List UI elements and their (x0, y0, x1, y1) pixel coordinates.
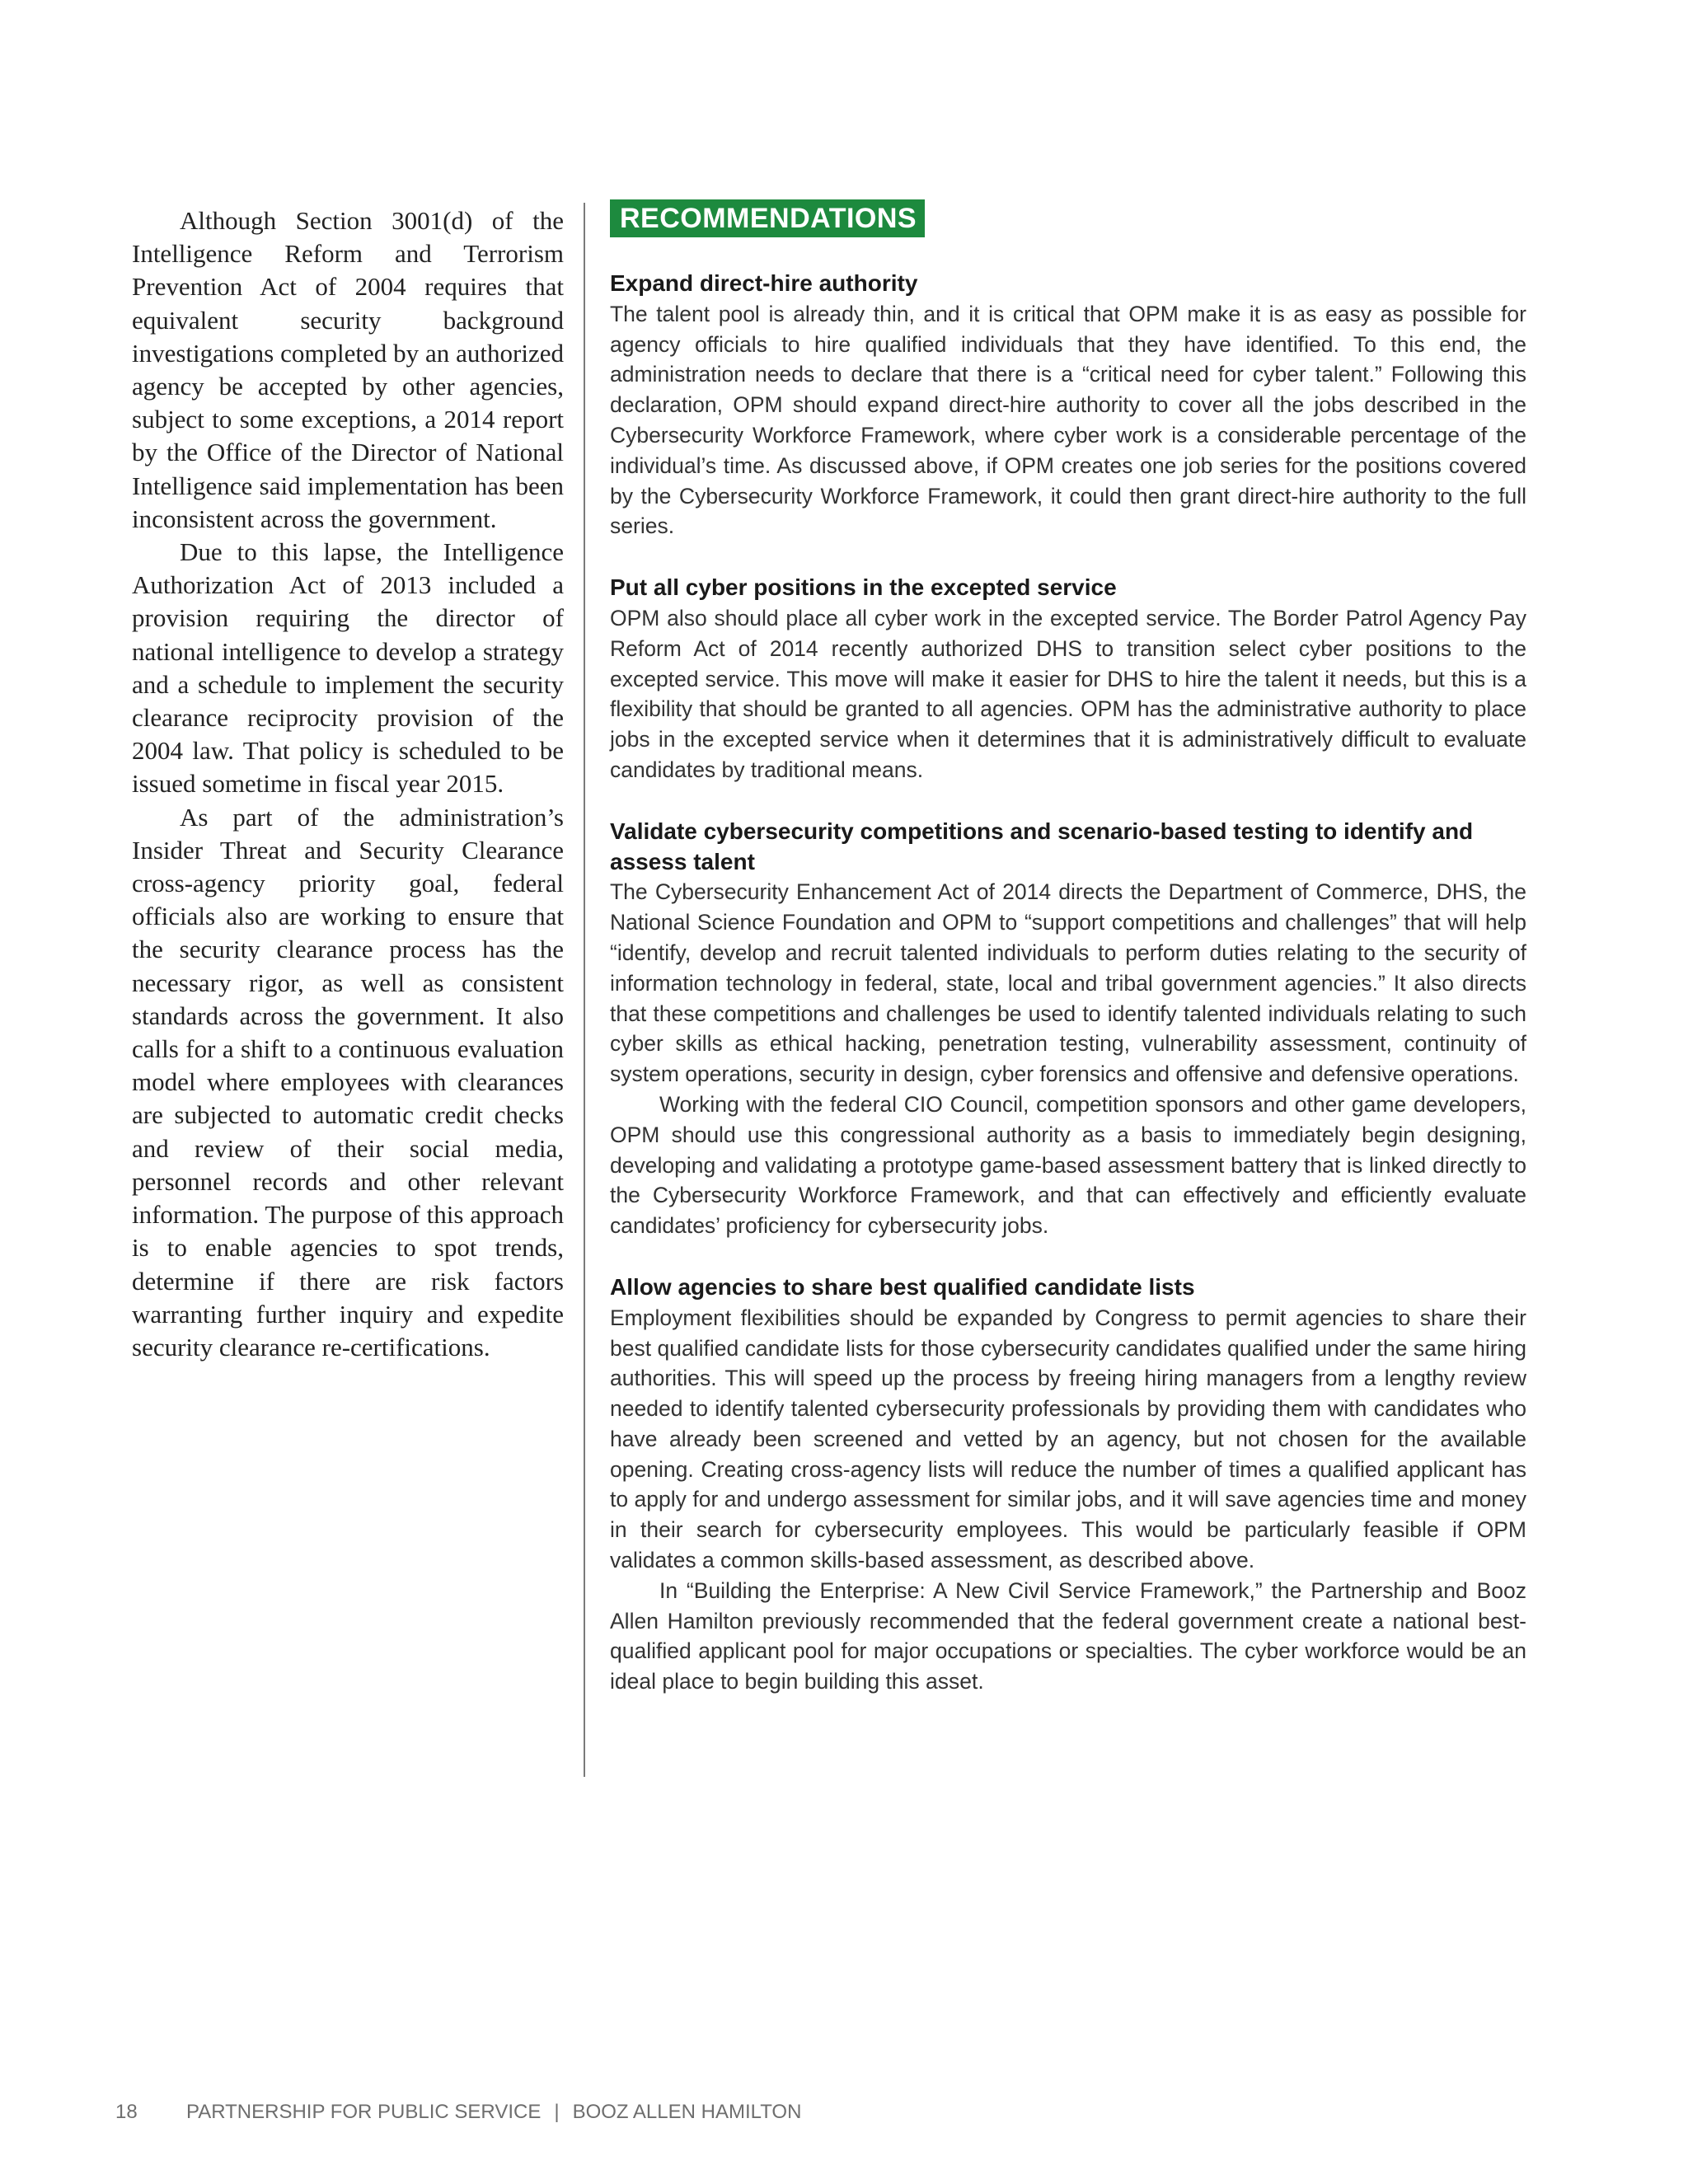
column-divider (584, 203, 585, 1777)
recommendation-block (610, 1272, 1526, 1697)
footer-separator: | (554, 2101, 560, 2123)
page-number: 18 (115, 2101, 138, 2123)
left-paragraph-1: Although Section 3001(d) of the Intelligence Reform and Terrorism Prevention Act of 2004 requires that equivalent security background investigations completed by an authorized agency be accepted by other agencies, subject to some exceptions, a 2014 report by the Office of the Director of National Intelligence said implementation has been inconsistent across the government. (132, 206, 564, 533)
left-paragraph-2: Due to this lapse, the Intelligence Authorization Act of 2013 included a provision requiring the director of national intelligence to develop a strategy and a schedule to implement the security clearance reciprocity provision of the 2004 law. That policy is scheduled to be issued sometime in fiscal year 2015. (132, 537, 564, 799)
recommendation-block (610, 269, 1526, 541)
recommendation-heading: Allow agencies to share best qualified candidate lists (610, 1273, 1195, 1300)
recommendation-paragraph: The talent pool is already thin, and it is critical that OPM make it is as easy as possible for agency officials to hire qualified individuals that they have identified. To this end, the administration needs to declare that there is a “critical need for cyber talent.” Following this declaration, OPM should expand direct-hire authority to cover all the jobs described in the Cybersecurity Workforce Framework, where cyber work is a considerable percentage of the individual’s time. As discussed above, if OPM creates one job series for the positions covered by the Cybersecurity Workforce Framework, it could then grant direct-hire authority to the full series. (610, 301, 1526, 539)
section-title-banner: RECOMMENDATIONS (610, 199, 925, 237)
page-footer (115, 2100, 801, 2125)
footer-org-partnership: PARTNERSHIP FOR PUBLIC SERVICE (186, 2101, 542, 2123)
recommendation-heading: Validate cybersecurity competitions and scenario-based testing to identify and assess talent (610, 818, 1474, 874)
footer-org-booz-allen: BOOZ ALLEN HAMILTON (572, 2101, 802, 2123)
left-column (132, 204, 564, 1364)
recommendation-block (610, 573, 1526, 785)
recommendation-paragraph: Working with the federal CIO Council, competition sponsors and other game developers, OPM should use this congressional authority as a basis to immediately begin designing, developing and validating a prototype game-based assessment battery that is linked directly to the Cybersecurity Workforce Framework, and that can effectively and efficiently evaluate candidates’ proficiency for cybersecurity jobs. (610, 1091, 1526, 1239)
recommendation-heading: Put all cyber positions in the excepted service (610, 574, 1117, 601)
recommendation-paragraph: OPM also should place all cyber work in the excepted service. The Border Patrol Agency Pay Reform Act of 2014 recently authorized DHS to transition select cyber positions to the excepted service. This move will make it easier for DHS to hire the talent it needs, but this is a flexibility that should be granted to all agencies. OPM has the administrative authority to place jobs in the excepted service when it determines that it is administratively difficult to evaluate candidates by traditional means. (610, 605, 1526, 782)
recommendation-paragraph: The Cybersecurity Enhancement Act of 2014 directs the Department of Commerce, DHS, the National Science Foundation and OPM to “support competitions and challenges” that will help “identify, develop and recruit talented individuals to perform duties relating to the security of information technology in federal, state, local and tribal government agencies.” It also directs that these competitions and challenges be used to identify talented individuals relating to such cyber skills as ethical hacking, penetration testing, vulnerability assessment, continuity of system operations, security in design, cyber forensics and offensive and defensive operations. (610, 879, 1526, 1087)
right-column (610, 199, 1526, 1697)
recommendation-heading: Expand direct-hire authority (610, 270, 918, 296)
recommendation-paragraph: In “Building the Enterprise: A New Civil Service Framework,” the Partnership and Booz Allen Hamilton previously recommended that the federal government create a national best-qualified applicant pool for major occupations or specialties. The cyber workforce would be an ideal place to begin building this asset. (610, 1577, 1526, 1694)
recommendation-block (610, 817, 1526, 1241)
recommendation-paragraph: Employment flexibilities should be expanded by Congress to permit agencies to share their best qualified candidate lists for those cybersecurity candidates qualified under the same hiring authorities. This will speed up the process by freeing hiring managers from a lengthy review needed to identify talented cybersecurity professionals by providing them with candidates who have already been screened and vetted by an agency, but not chosen for the available opening. Creating cross-agency lists will reduce the number of times a qualified applicant has to apply for and undergo assessment for similar jobs, and it will save agencies time and money in their search for cybersecurity employees. This would be particularly feasible if OPM validates a common skills-based assessment, as described above. (610, 1305, 1526, 1573)
left-paragraph-3: As part of the administration’s Insider Threat and Security Clearance cross-agency priority goal, federal officials also are working to ensure that the security clearance process has the necessary rigor, as well as consistent standards across the government. It also calls for a shift to a continuous evaluation model where employees with clearances are subjected to automatic credit checks and review of their social media, personnel records and other relevant information. The purpose of this approach is to enable agencies to spot trends, determine if there are risk factors warranting further inquiry and expedite security clearance re-certifications. (132, 802, 564, 1361)
